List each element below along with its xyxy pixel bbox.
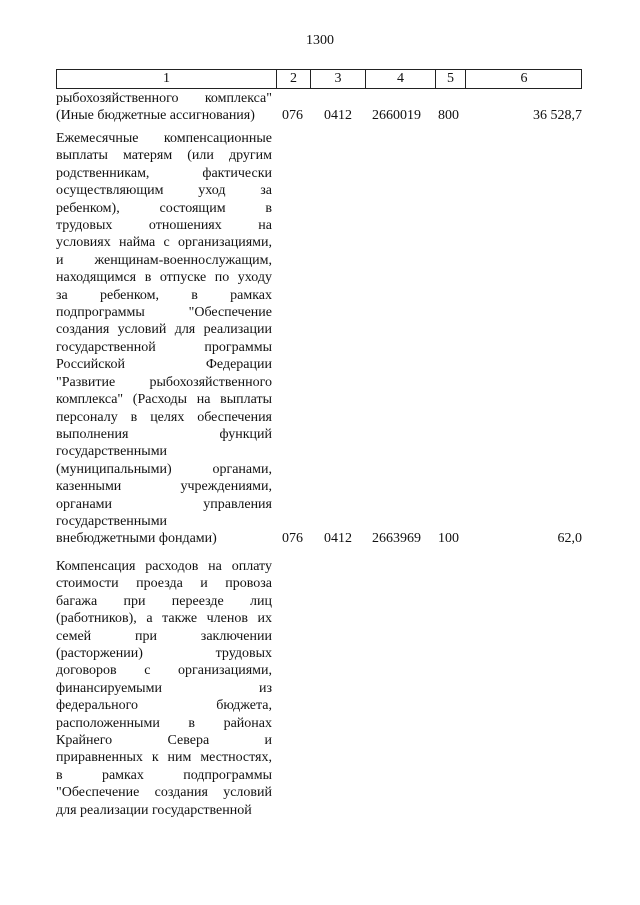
header-col-1: 1 (57, 70, 277, 88)
description-line: государственной программы (56, 339, 272, 355)
description-line: создания условий для реализации (56, 322, 272, 338)
description-line: Российской Федерации (56, 357, 272, 373)
cell-target-article: 2663969 (372, 531, 421, 547)
description-line: комплекса" (Расходы на выплаты (56, 392, 272, 408)
cell-expense-type: 800 (438, 108, 459, 124)
description-line: (муниципальными) органами, (56, 461, 272, 477)
cell-section: 0412 (324, 108, 352, 124)
header-col-5: 5 (436, 70, 466, 88)
page-number: 1300 (306, 33, 334, 48)
cell-amount: 62,0 (557, 531, 582, 547)
description-line: багажа при переезде лиц (56, 593, 272, 609)
description-line: выплаты матерям (или другим (56, 148, 272, 164)
cell-ministry: 076 (282, 108, 303, 124)
description-line: для реализации государственной (56, 802, 252, 818)
description-line: (расторжении) трудовых (56, 646, 272, 662)
description-line: ребенком), состоящим в (56, 200, 272, 216)
description-line: родственникам, фактически (56, 165, 272, 181)
cell-amount: 36 528,7 (533, 108, 582, 124)
description-line: финансируемыми из (56, 680, 272, 696)
cell-target-article: 2660019 (372, 108, 421, 124)
description-line: государственными (56, 444, 168, 460)
description-line: находящимся в отпуске по уходу (56, 270, 272, 286)
row-description (56, 558, 272, 819)
description-line: (Иные бюджетные ассигнования) (56, 108, 255, 124)
description-line: "Развитие рыбохозяйственного (56, 374, 272, 390)
description-line: рыбохозяйственного комплекса" (56, 91, 272, 106)
description-line: осуществляющим уход за (56, 183, 272, 199)
description-line: Крайнего Севера и (56, 733, 272, 749)
description-line: стоимости проезда и провоза (56, 576, 272, 592)
cell-expense-type: 100 (438, 531, 459, 547)
description-line: договоров с организациями, (56, 663, 272, 679)
header-col-2: 2 (277, 70, 311, 88)
description-line: и женщинам-военнослужащим, (56, 252, 272, 268)
description-line: семей при заключении (56, 628, 272, 644)
header-col-3: 3 (311, 70, 366, 88)
description-line: (работников), а также членов их (56, 611, 272, 627)
description-line: казенными учреждениями, (56, 479, 272, 495)
description-line: Ежемесячные компенсационные (56, 131, 272, 146)
description-line: органами управления (56, 496, 272, 512)
description-line: федерального бюджета, (56, 698, 272, 714)
cell-ministry: 076 (282, 531, 303, 547)
header-col-6: 6 (520, 71, 528, 86)
description-line: государственными (56, 513, 168, 529)
description-line: расположенными в районах (56, 715, 272, 731)
description-line: подпрограммы "Обеспечение (56, 305, 272, 321)
cell-section: 0412 (324, 531, 352, 547)
description-line: трудовых отношениях на (56, 218, 272, 234)
description-line: Компенсация расходов на оплату (56, 559, 272, 574)
description-line: в рамках подпрограммы (56, 767, 272, 783)
header-col-4: 4 (366, 70, 436, 88)
description-line: выполнения функций (56, 426, 272, 442)
description-line: персоналу в целях обеспечения (56, 409, 272, 425)
description-line: условиях найма с организациями, (56, 235, 272, 251)
description-line: "Обеспечение создания условий (56, 785, 272, 801)
description-line: приравненных к ним местностях, (56, 750, 272, 766)
description-line: внебюджетными фондами) (56, 531, 217, 547)
row-description (56, 90, 272, 125)
description-line: за ребенком, в рамках (56, 287, 272, 303)
row-description (56, 130, 272, 548)
table-header (56, 69, 582, 89)
